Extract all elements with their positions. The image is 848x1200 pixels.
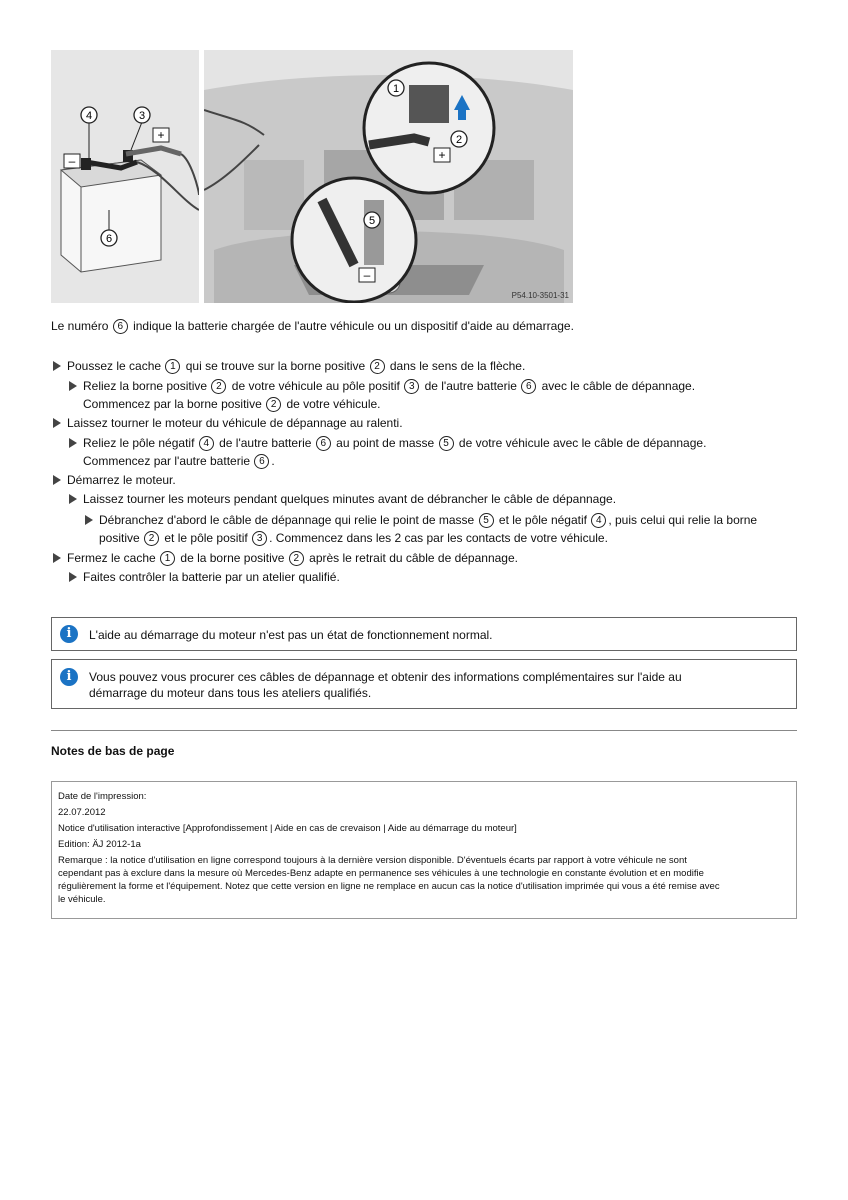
bullet-triangle-icon bbox=[53, 553, 61, 563]
footnote-line: Notice d'utilisation interactive [Approfondissement | Aide en cas de crevaison | Aide au démarrage du moteur] bbox=[58, 823, 517, 834]
step-4-substep: Faites contrôler la batterie par un atelier qualifié. bbox=[51, 568, 811, 586]
intro-paragraph bbox=[51, 318, 574, 334]
footnote-line: cependant pas à exclure dans la mesure où Mercedes-Benz adapte en permanence ses véhicules à une technologie en constante évolution et en modifie bbox=[58, 868, 704, 879]
info-note-text bbox=[52, 660, 796, 701]
figure-code: P54.10-3501-31 bbox=[511, 291, 569, 300]
circled-number: 2 bbox=[289, 551, 304, 566]
step-4: Fermez le cache 1 de la borne positive 2 après le retrait du câble de dépannage. bbox=[51, 549, 811, 567]
footnote-line: régulièrement la forme et l'équipement. Notez que cette version en ligne ne remplace en aucun cas la notice d'utilisation imprimée qui vous a été remise avec bbox=[58, 881, 720, 892]
info-icon: i bbox=[60, 668, 78, 686]
step-2: Laissez tourner le moteur du véhicule de dépannage au ralenti. bbox=[51, 414, 811, 432]
circled-number: 2 bbox=[144, 531, 159, 546]
circled-number: 2 bbox=[266, 397, 281, 412]
info-note-line: démarrage du moteur dans tous les ateliers qualifiés. bbox=[89, 686, 372, 700]
bullet-triangle-icon bbox=[69, 438, 77, 448]
circled-number: 2 bbox=[211, 379, 226, 394]
bullet-triangle-icon bbox=[53, 361, 61, 371]
circled-number: 4 bbox=[591, 513, 606, 528]
bullet-triangle-icon bbox=[85, 515, 93, 525]
callout-2-label: 2 bbox=[455, 134, 463, 146]
step-2-substep: Reliez le pôle négatif 4 de l'autre batterie 6 au point de masse 5 de votre véhicule avec le câble de dépannage. bbox=[51, 434, 811, 452]
circled-number: 6 bbox=[521, 379, 536, 394]
bullet-triangle-icon bbox=[69, 381, 77, 391]
footnote-line: 22.07.2012 bbox=[58, 807, 106, 818]
plus-sign-engine: + bbox=[438, 148, 446, 162]
bullet-triangle-icon bbox=[53, 418, 61, 428]
info-note-1 bbox=[51, 617, 797, 651]
divider bbox=[51, 730, 797, 731]
circled-number: 2 bbox=[370, 359, 385, 374]
footnote-line: Remarque : la notice d'utilisation en ligne correspond toujours à la dernière version disponible. D'éventuels écarts par rapport à votre véhicule ne sont bbox=[58, 855, 687, 866]
circled-number: 6 bbox=[316, 436, 331, 451]
plus-sign: + bbox=[157, 128, 165, 142]
intro-text-after: indique la batterie chargée de l'autre véhicule ou un dispositif d'aide au démarrage. bbox=[133, 319, 574, 333]
callout-1-label: 1 bbox=[392, 83, 400, 95]
magnifier-positive-terminal bbox=[364, 63, 494, 193]
engine-bay-photo bbox=[204, 50, 573, 303]
circled-number: 3 bbox=[252, 531, 267, 546]
circled-number: 1 bbox=[165, 359, 180, 374]
circled-number: 3 bbox=[404, 379, 419, 394]
callout-4-label: 4 bbox=[85, 110, 93, 122]
info-note-text: L'aide au démarrage du moteur n'est pas un état de fonctionnement normal. bbox=[89, 628, 493, 642]
step-1-substep-continuation: Commencez par la borne positive 2 de votre véhicule. bbox=[83, 397, 381, 411]
callout-5-label: 5 bbox=[368, 215, 376, 227]
step-1: Poussez le cache 1 qui se trouve sur la borne positive 2 dans le sens de la flèche. bbox=[51, 357, 811, 375]
step-3: Démarrez le moteur. bbox=[51, 471, 811, 489]
footnotes-title: Notes de bas de page bbox=[51, 744, 175, 758]
bullet-triangle-icon bbox=[69, 494, 77, 504]
footnote-line: le véhicule. bbox=[58, 894, 106, 905]
step-3-sub-substep: Débranchez d'abord le câble de dépannage qui relie le point de masse 5 et le pôle négatif 4 , puis celui qui relie la borne bbox=[51, 511, 811, 529]
step-3-substep: Laissez tourner les moteurs pendant quelques minutes avant de débrancher le câble de dépannage. bbox=[51, 490, 811, 508]
minus-sign-engine: – bbox=[363, 268, 371, 282]
callout-6-label: 6 bbox=[105, 233, 113, 245]
footnotes-box bbox=[51, 781, 797, 919]
info-icon: i bbox=[60, 625, 78, 643]
circled-number: 4 bbox=[199, 436, 214, 451]
battery-illustration bbox=[51, 50, 199, 303]
footnote-line: Edition: ÄJ 2012-1a bbox=[58, 839, 141, 850]
footnote-line: Date de l'impression: bbox=[58, 791, 147, 802]
intro-text-before: Le numéro bbox=[51, 319, 109, 333]
jump-start-illustration bbox=[51, 50, 573, 303]
circled-number: 6 bbox=[254, 454, 269, 469]
engine-bay-drawing bbox=[204, 50, 573, 303]
callout-3-label: 3 bbox=[138, 110, 146, 122]
battery-drawing bbox=[51, 50, 199, 303]
minus-sign: – bbox=[68, 154, 76, 168]
step-2-substep-continuation: Commencez par l'autre batterie 6 . bbox=[83, 454, 275, 468]
info-note-2 bbox=[51, 659, 797, 709]
step-3-sub-substep-continuation: positive 2 et le pôle positif 3 . Commencez dans les 2 cas par les contacts de votre véhicule. bbox=[99, 531, 608, 545]
info-note-line: Vous pouvez vous procurer ces câbles de dépannage et obtenir des informations complémentaires sur l'aide au bbox=[89, 670, 682, 684]
step-1-substep: Reliez la borne positive 2 de votre véhicule au pôle positif 3 de l'autre batterie 6 avec le câble de dépannage. bbox=[51, 377, 811, 395]
instruction-list bbox=[51, 357, 811, 586]
bullet-triangle-icon bbox=[69, 572, 77, 582]
circled-number: 5 bbox=[439, 436, 454, 451]
bullet-triangle-icon bbox=[53, 475, 61, 485]
circled-number: 1 bbox=[160, 551, 175, 566]
circled-number: 6 bbox=[113, 319, 128, 334]
circled-number: 5 bbox=[479, 513, 494, 528]
magnifier-ground-point bbox=[292, 178, 416, 302]
